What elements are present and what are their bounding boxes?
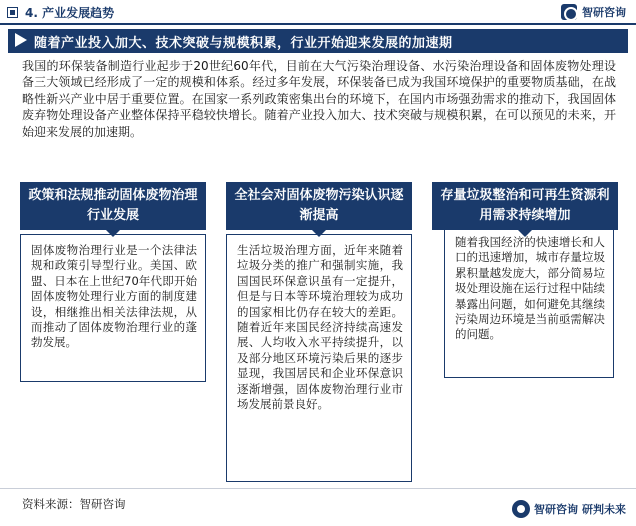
brand-logo bbox=[561, 3, 626, 21]
header-divider bbox=[0, 23, 636, 25]
banner-title: 随着产业投入加大、技术突破与规模积累，行业开始迎来发展的加速期 bbox=[34, 35, 453, 51]
intro-paragraph: 我国的环保装备制造行业起步于20世纪60年代，目前在大气污染治理设备、水污染治理设备和固体废物处理设备三大领域已经形成了一定的规模和体系。经过多年发展，环保装备已成为我国环境保护的重要物质基础，在战略性新兴产业中居于重要位置。在国家一系列政策密集出台的环境下，在国内市场强劲需求的推动下，我国固体废弃物处理设备产业整体保持平稳较快增长。随着产业投入加大、技术突破与规模积累，在可以预见的未来，开始迎来发展的加速期。 bbox=[22, 59, 616, 139]
footer-divider bbox=[0, 488, 636, 489]
column-demand bbox=[432, 182, 618, 230]
source-note: 资料来源：智研咨询 bbox=[22, 497, 126, 511]
column-title: 全社会对固体废物污染认识逐渐提高 bbox=[226, 182, 412, 230]
column-title: 政策和法规推动固体废物治理行业发展 bbox=[20, 182, 206, 230]
column-awareness bbox=[226, 182, 412, 230]
column-body: 随着我国经济的快速增长和人口的迅速增加，城市存量垃圾累积量越发庞大，部分简易垃圾处理设施在运行过程中陆续暴露出问题，如何避免其继续污染周边环境是当前亟需解决的问题。 bbox=[444, 226, 614, 378]
footer-brand bbox=[512, 500, 626, 518]
footer-brand-name: 智研咨询 bbox=[534, 503, 578, 516]
page-header bbox=[0, 0, 636, 24]
brand-icon bbox=[561, 4, 577, 20]
section-title: 4. 产业发展趋势 bbox=[25, 5, 115, 20]
banner bbox=[8, 29, 628, 53]
column-body: 生活垃圾治理方面，近年来随着垃圾分类的推广和强制实施，我国国民环保意识虽有一定提升，但是与日本等环境治理较为成功的国家相比仍存在较大的差距。随着近年来国民经济持续高速发展、人均收入水平持续提升，以及部分地区环境污染后果的逐步显现，我国居民和企业环保意识逐渐增强，固体废物治理行业市场发展前景良好。 bbox=[226, 234, 412, 482]
footer-brand-slogan: 研判未来 bbox=[582, 503, 626, 516]
brand-name: 智研咨询 bbox=[582, 6, 626, 19]
square-bullet-icon bbox=[8, 8, 17, 17]
triangle-arrow-icon bbox=[14, 34, 28, 48]
section-tab bbox=[0, 0, 240, 24]
column-body: 固体废物治理行业是一个法律法规和政策引导型行业。美国、欧盟、日本在上世纪70年代即开始固体废物处理行业方面的制度建设，相继推出相关法律法规，从而推动了固体废物治理行业的蓬勃发展。 bbox=[20, 234, 206, 382]
column-title: 存量垃圾整治和可再生资源利用需求持续增加 bbox=[432, 182, 618, 230]
column-policy bbox=[20, 182, 206, 230]
brand-icon bbox=[512, 500, 530, 518]
